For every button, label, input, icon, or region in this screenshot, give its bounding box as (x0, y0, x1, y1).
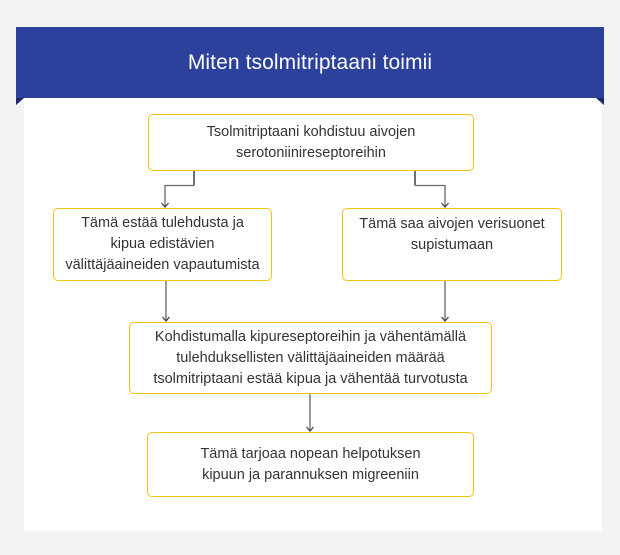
node-block-inflammatory-release (53, 208, 272, 281)
node-text: Tämä tarjoaa nopean helpotuksen kipuun ja parannuksen migreeniin (200, 445, 421, 483)
banner-fold-left (16, 98, 24, 105)
node-vasoconstriction (342, 208, 562, 281)
banner-fold-right (596, 98, 604, 105)
node-text: Kohdistumalla kipureseptoreihin ja vähentämällä tulehduksellisten välittäjäaineiden määrää tsolmitriptaani estää kipua ja vähentää turvotusta (153, 328, 468, 387)
node-migraine-relief (147, 432, 474, 497)
node-text: Tsolmitriptaani kohdistuu aivojen serotoniinireseptoreihin (206, 123, 416, 161)
title-banner (16, 27, 604, 98)
node-text: Tämä saa aivojen verisuonet supistumaan (359, 216, 545, 253)
node-serotonin-receptors (148, 114, 474, 171)
page-title: Miten tsolmitriptaani toimii (187, 50, 433, 74)
node-text: Tämä estää tulehdusta ja kipua edistävien välittäjäaineiden vapautumista (65, 215, 260, 273)
node-reduce-pain-swelling (129, 322, 492, 394)
